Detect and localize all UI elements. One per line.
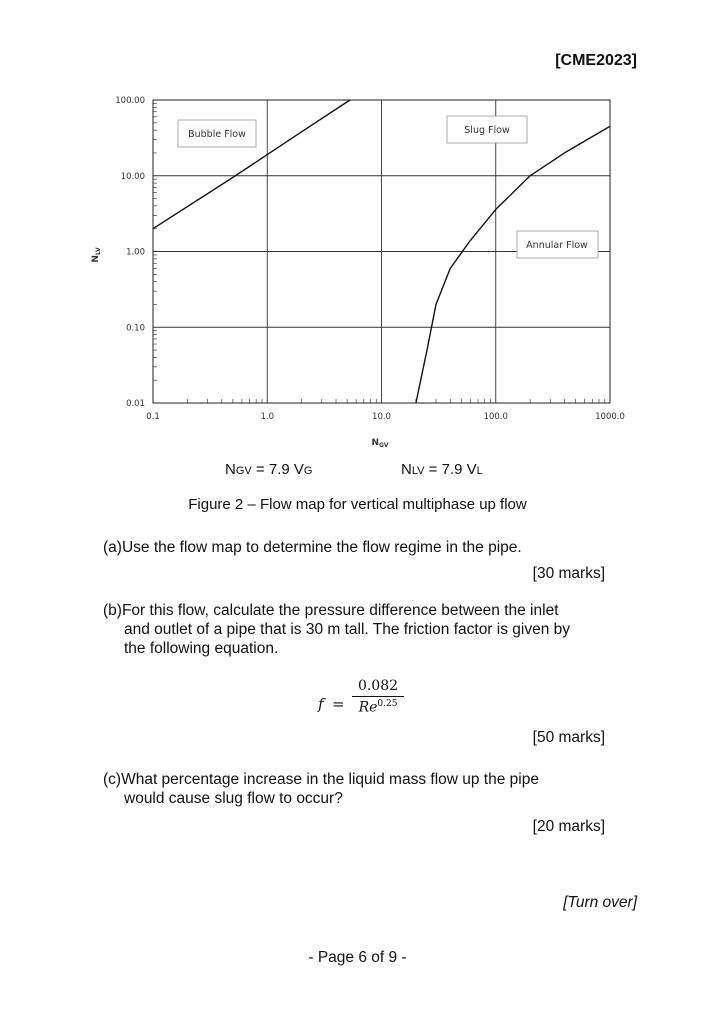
- formula-lhs: f: [318, 695, 324, 713]
- question-c-text-1: What percentage increase in the liquid mass flow up the pipe: [121, 771, 539, 788]
- formula-equals: =: [332, 695, 345, 713]
- series-line-2: [416, 126, 610, 403]
- y-tick-label: 1.00: [126, 247, 145, 258]
- nlv-rhs-sub: L: [476, 465, 483, 477]
- exam-code: [CME2023]: [555, 52, 637, 69]
- annotation-annular-flow: [517, 231, 598, 258]
- formula-numerator: 0.082: [357, 678, 399, 694]
- question-c-label: (c): [103, 771, 122, 788]
- ngv-sub: GV: [235, 465, 252, 477]
- question-b-text-2: and outlet of a pipe that is 30 m tall. The friction factor is given by: [124, 621, 571, 638]
- series-line-1: [153, 100, 350, 229]
- formula-denominator: [352, 699, 404, 716]
- question-b: [103, 601, 623, 658]
- question-b-label: (b): [103, 602, 122, 619]
- x-axis-label-main: N: [371, 438, 379, 448]
- y-tick-label: 0.01: [126, 399, 145, 409]
- question-a: [103, 538, 522, 557]
- x-tick-label: 1.0: [260, 412, 275, 422]
- x-axis-label-sub: GV: [378, 442, 389, 449]
- page-number: - Page 6 of 9 -: [308, 949, 407, 966]
- ngv-equation: [225, 461, 312, 478]
- formula-fraction: [352, 678, 404, 716]
- x-tick-label: 100.0: [483, 412, 508, 422]
- question-a-text: Use the flow map to determine the flow regime in the pipe.: [121, 539, 522, 556]
- turn-over-note: [Turn over]: [563, 894, 637, 911]
- question-a-label: (a): [103, 539, 122, 556]
- nlv-rhs: = 7.9 V: [424, 461, 477, 478]
- question-a-marks: [30 marks]: [532, 565, 605, 582]
- figure-caption: Figure 2 – Flow map for vertical multiphase up flow: [188, 496, 527, 513]
- question-b-text-3: the following equation.: [124, 640, 279, 657]
- question-c-text-2: would cause slug flow to occur?: [124, 790, 343, 807]
- annotation-slug-flow-text: Slug Flow: [464, 125, 510, 136]
- ngv-label: N: [225, 461, 236, 478]
- formula-fraction-bar: [352, 696, 404, 697]
- question-b-marks: [50 marks]: [532, 729, 605, 746]
- y-axis-label-sub: LV: [95, 247, 102, 256]
- question-c: [103, 770, 623, 808]
- x-tick-label: 10.0: [372, 412, 391, 422]
- question-c-marks: [20 marks]: [532, 818, 605, 835]
- annotation-bubble-flow-text: Bubble Flow: [188, 129, 246, 140]
- y-axis-label: [91, 247, 102, 263]
- y-tick-label: 10.00: [120, 171, 145, 182]
- nlv-label: N: [401, 461, 412, 478]
- annotation-slug-flow: [447, 116, 527, 143]
- nlv-sub: LV: [411, 465, 425, 477]
- y-tick-label: 100.00: [115, 96, 145, 106]
- x-tick-label: 0.1: [146, 412, 160, 422]
- ngv-rhs-sub: G: [303, 465, 313, 477]
- formula-den-base: Re: [358, 699, 378, 716]
- y-tick-label: 0.10: [126, 323, 145, 334]
- x-axis-label: [371, 438, 388, 449]
- flow-map-chart: [80, 85, 640, 455]
- annotation-bubble-flow: [178, 120, 256, 147]
- annotation-annular-flow-text: Annular Flow: [526, 240, 588, 251]
- x-tick-label: 1000.0: [595, 412, 625, 422]
- y-axis-label-main: N: [91, 255, 101, 263]
- ngv-rhs: = 7.9 V: [251, 461, 304, 478]
- question-b-text-1: For this flow, calculate the pressure difference between the inlet: [121, 602, 559, 619]
- nlv-equation: [401, 461, 483, 478]
- formula-den-exp: 0.25: [377, 699, 398, 709]
